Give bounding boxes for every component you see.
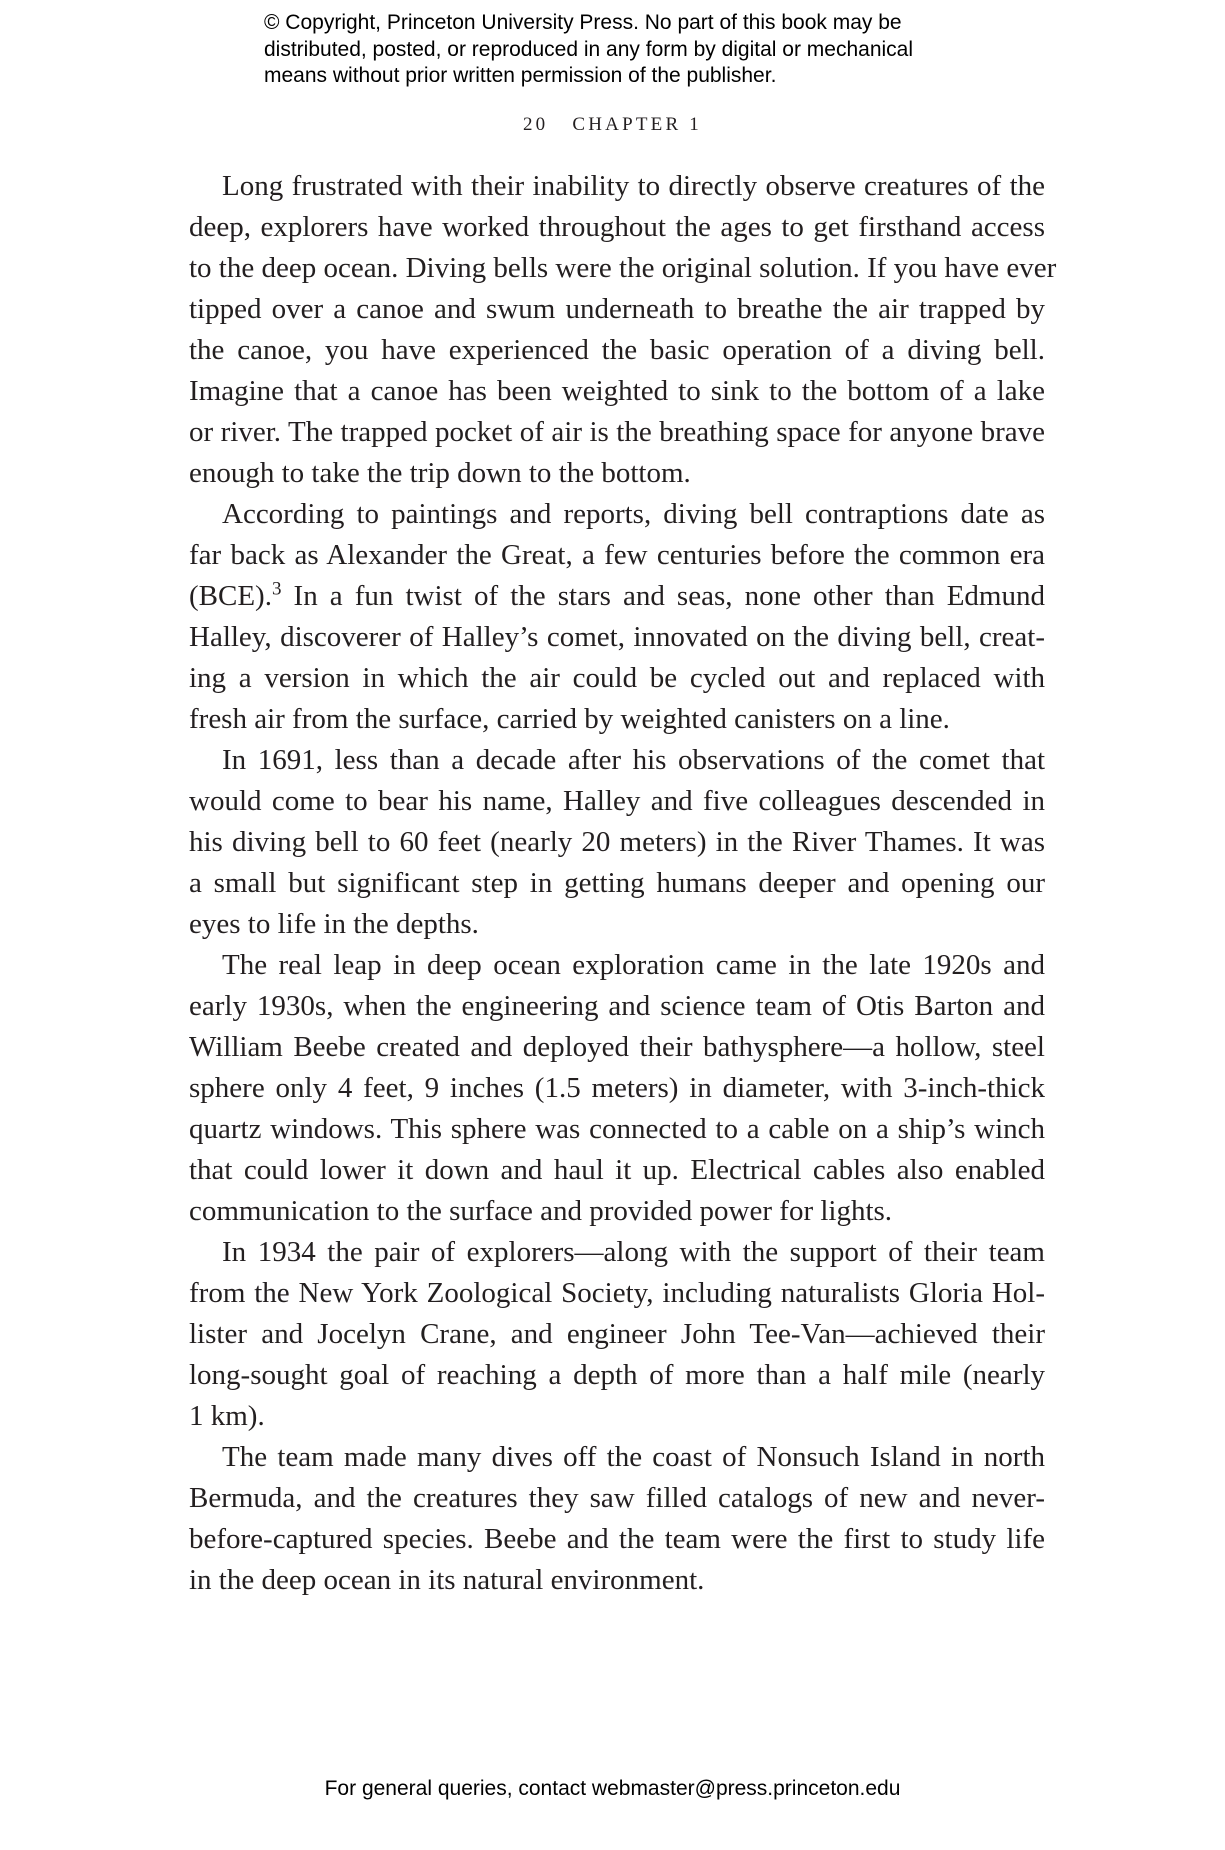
text-line: enough to take the trip down to the bottom. bbox=[189, 457, 691, 489]
footnote-marker[interactable]: 3 bbox=[271, 578, 282, 600]
paragraph bbox=[189, 740, 1045, 945]
body-text bbox=[189, 166, 1057, 1601]
text-line bbox=[189, 576, 1045, 617]
text-line: long-sought goal of reaching a depth of more than a half mile (nearly bbox=[189, 1359, 1045, 1391]
text-line: The real leap in deep ocean exploration came in the late 1920s and bbox=[222, 949, 1045, 981]
paragraph bbox=[189, 166, 1057, 494]
text-line: tipped over a canoe and swum underneath to breathe the air trapped by bbox=[189, 293, 1045, 325]
text-line: In 1934 the pair of explorers—along with the support of their team bbox=[222, 1236, 1045, 1268]
copyright-line: © Copyright, Princeton University Press. No part of this book may be bbox=[264, 11, 902, 34]
text-line: Bermuda, and the creatures they saw filled catalogs of new and never- bbox=[189, 1482, 1045, 1514]
text-line: The team made many dives off the coast of Nonsuch Island in north bbox=[222, 1441, 1045, 1473]
page-number: 20 bbox=[522, 114, 549, 135]
paragraph bbox=[189, 945, 1045, 1232]
text-line: a small but significant step in getting humans deeper and opening our bbox=[189, 867, 1045, 899]
text-line: Halley, discoverer of Halley’s comet, innovated on the diving bell, creat- bbox=[189, 621, 1045, 653]
text-line: would come to bear his name, Halley and five colleagues descended in bbox=[189, 785, 1045, 817]
text-line: from the New York Zoological Society, including naturalists Gloria Hol- bbox=[189, 1277, 1045, 1309]
paragraph bbox=[189, 1232, 1045, 1437]
copyright-line: distributed, posted, or reproduced in any form by digital or mechanical bbox=[264, 37, 914, 61]
text-line: Long frustrated with their inability to directly observe creatures of the bbox=[222, 170, 1045, 202]
text-line: According to paintings and reports, diving bell contraptions date as bbox=[222, 498, 1045, 530]
text-line: in the deep ocean in its natural environment. bbox=[189, 1564, 705, 1596]
text-line: fresh air from the surface, carried by weighted canisters on a line. bbox=[189, 703, 950, 735]
text-line: far back as Alexander the Great, a few centuries before the common era bbox=[189, 539, 1045, 571]
text-line: early 1930s, when the engineering and science team of Otis Barton and bbox=[189, 990, 1045, 1022]
text-line: William Beebe created and deployed their bathysphere—a hollow, steel bbox=[189, 1031, 1045, 1063]
text-line: that could lower it down and haul it up. Electrical cables also enabled bbox=[189, 1154, 1045, 1186]
text-line: his diving bell to 60 feet (nearly 20 meters) in the River Thames. It was bbox=[189, 826, 1045, 858]
text-segment: (BCE). bbox=[189, 580, 272, 612]
text-line: before-captured species. Beebe and the team were the first to study life bbox=[189, 1523, 1045, 1555]
copyright-line: means without prior written permission of the publisher. bbox=[264, 64, 777, 87]
text-line: ing a version in which the air could be cycled out and replaced with bbox=[189, 662, 1045, 694]
text-line: lister and Jocelyn Crane, and engineer John Tee-Van—achieved their bbox=[189, 1318, 1045, 1350]
text-line: deep, explorers have worked throughout the ages to get firsthand access bbox=[189, 211, 1045, 243]
text-line: quartz windows. This sphere was connected to a cable on a ship’s winch bbox=[189, 1113, 1045, 1145]
text-line: communication to the surface and provided power for lights. bbox=[189, 1195, 893, 1227]
copyright-notice bbox=[264, 10, 984, 90]
running-head bbox=[0, 114, 1225, 136]
footer-contact: For general queries, contact webmaster@press.princeton.edu bbox=[324, 1777, 901, 1800]
text-segment: In a fun twist of the stars and seas, none other than Edmund bbox=[281, 580, 1045, 612]
text-line: In 1691, less than a decade after his observations of the comet that bbox=[222, 744, 1045, 776]
text-line: or river. The trapped pocket of air is the breathing space for anyone brave bbox=[189, 416, 1045, 448]
text-line: sphere only 4 feet, 9 inches (1.5 meters) in diameter, with 3-inch-thick bbox=[189, 1072, 1045, 1104]
chapter-label: CHAPTER 1 bbox=[572, 114, 703, 135]
text-line: 1 km). bbox=[189, 1400, 265, 1432]
text-line: the canoe, you have experienced the basic operation of a diving bell. bbox=[189, 334, 1045, 366]
text-line: Imagine that a canoe has been weighted to sink to the bottom of a lake bbox=[189, 375, 1045, 407]
paragraph bbox=[189, 1437, 1045, 1601]
paragraph bbox=[189, 494, 1045, 740]
text-line: to the deep ocean. Diving bells were the original solution. If you have ever bbox=[189, 252, 1057, 284]
text-line: eyes to life in the depths. bbox=[189, 908, 479, 940]
